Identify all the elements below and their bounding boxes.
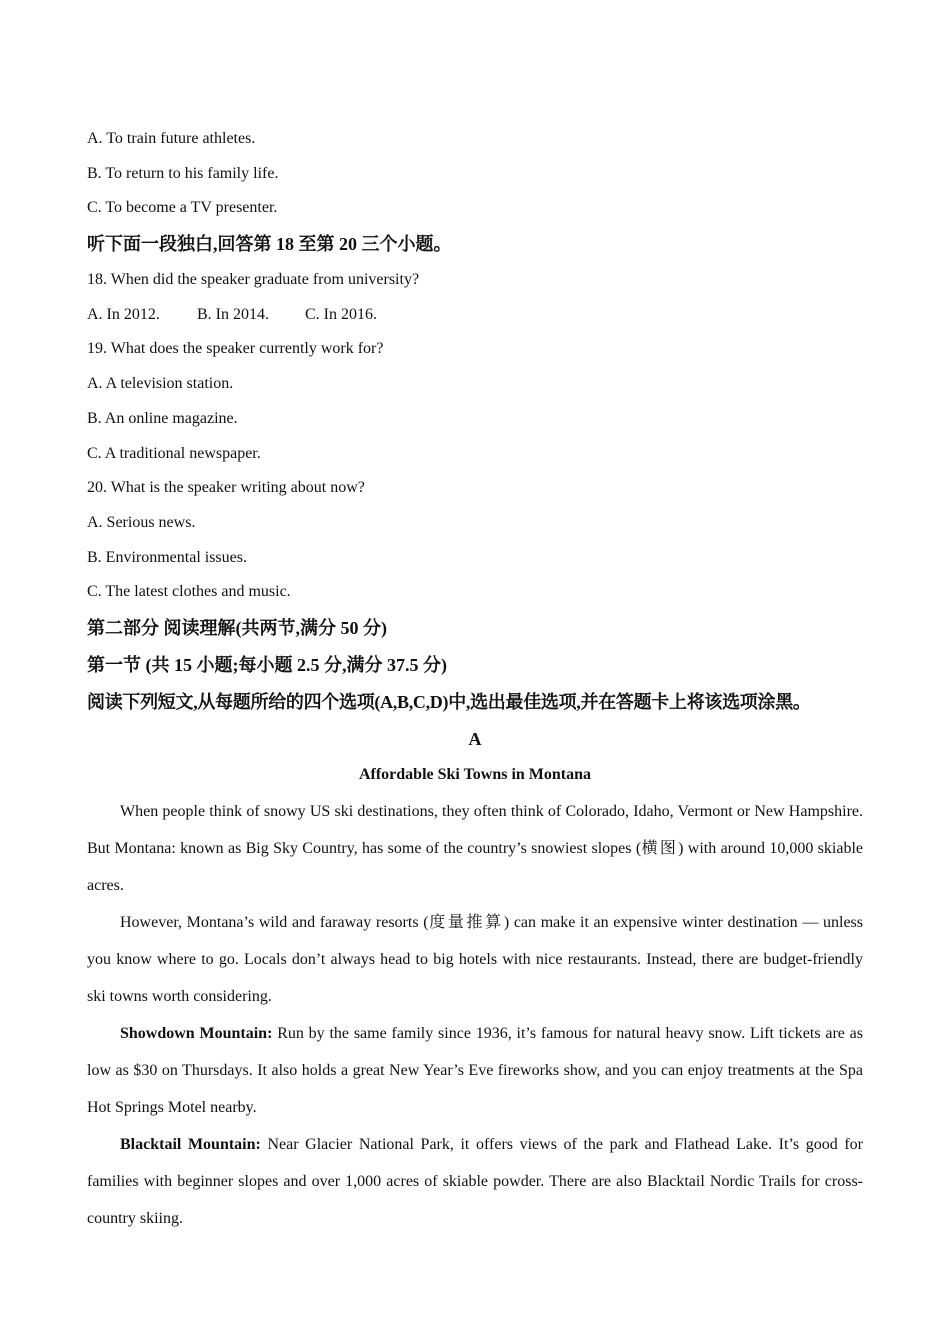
- q18-option-c: C. In 2016.: [305, 305, 377, 323]
- passage-paragraph-4: [87, 1126, 863, 1237]
- paragraph-2-text-b: ) can make it an expensive winter destination — unless you know where to go. Locals don’t always head to big hotels with nice restaurants. Instead, there are budget-friendly ski towns worth considering.: [87, 913, 863, 1005]
- q20-option-b: B. Environmental issues.: [87, 548, 247, 566]
- paragraph-3-text: Run by the same family since 1936, it’s famous for natural heavy snow. Lift tickets are as low as $30 on Thursdays. It also holds a great New Year’s Eve fireworks show, and you can enjoy treatments at the Spa Hot Springs Motel nearby.: [87, 1024, 863, 1116]
- passage-paragraph-1: [87, 793, 863, 904]
- passage-title: Affordable Ski Towns in Montana: [358, 765, 592, 783]
- paragraph-2-gloss: 度量推算: [428, 913, 504, 931]
- paragraph-1-text-a: When people think of snowy US ski destinations, they often think of Colorado, Idaho, Vermont or New Hampshire. But Montana: known as Big Sky Country, has some of the country’s snowiest slopes (: [87, 802, 863, 857]
- paragraph-1-gloss: 横图: [641, 839, 679, 857]
- passage-paragraph-3: [87, 1015, 863, 1126]
- q19-option-a: A. A television station.: [87, 375, 234, 393]
- blacktail-mountain-label: Blacktail Mountain:: [120, 1135, 261, 1153]
- showdown-mountain-label: Showdown Mountain:: [120, 1024, 273, 1042]
- paragraph-2-text-a: However, Montana’s wild and faraway resorts (: [120, 913, 429, 931]
- q18-options: [87, 298, 863, 333]
- part2-title: 第二部分 阅读理解(共两节,满分 50 分): [87, 617, 387, 638]
- q18-question: 18. When did the speaker graduate from university?: [87, 271, 420, 289]
- paragraph-1-text-b: ) with around 10,000 skiable acres.: [87, 839, 863, 894]
- q20-option-a: A. Serious news.: [87, 513, 196, 531]
- passage-paragraph-2: [87, 904, 863, 1015]
- section1-title: 第一节 (共 15 小题;每小题 2.5 分,满分 37.5 分): [87, 654, 447, 675]
- q20-question: 20. What is the speaker writing about now?: [87, 479, 365, 497]
- q17-option-c: C. To become a TV presenter.: [87, 199, 278, 217]
- q17-option-b: B. To return to his family life.: [87, 164, 279, 182]
- q20-option-c: C. The latest clothes and music.: [87, 583, 291, 601]
- q19-option-c: C. A traditional newspaper.: [87, 444, 261, 462]
- passage-letter: A: [468, 728, 482, 749]
- q19-question: 19. What does the speaker currently work for?: [87, 340, 384, 358]
- q19-option-b: B. An online magazine.: [87, 409, 238, 427]
- paragraph-4-text: Near Glacier National Park, it offers views of the park and Flathead Lake. It’s good for families with beginner slopes and over 1,000 acres of skiable powder. There are also Blacktail Nordic Trails for cross-country skiing.: [87, 1135, 863, 1227]
- document-page: [87, 122, 863, 1237]
- q17-option-a: A. To train future athletes.: [87, 130, 256, 147]
- monologue-instruction: 听下面一段独白,回答第 18 至第 20 三个小题。: [87, 234, 452, 255]
- q18-option-b: B. In 2014.: [197, 305, 269, 323]
- reading-instruction: 阅读下列短文,从每题所给的四个选项(A,B,C,D)中,选出最佳选项,并在答题卡上将该选项涂黑。: [87, 691, 811, 712]
- q18-option-a: A. In 2012.: [87, 305, 160, 323]
